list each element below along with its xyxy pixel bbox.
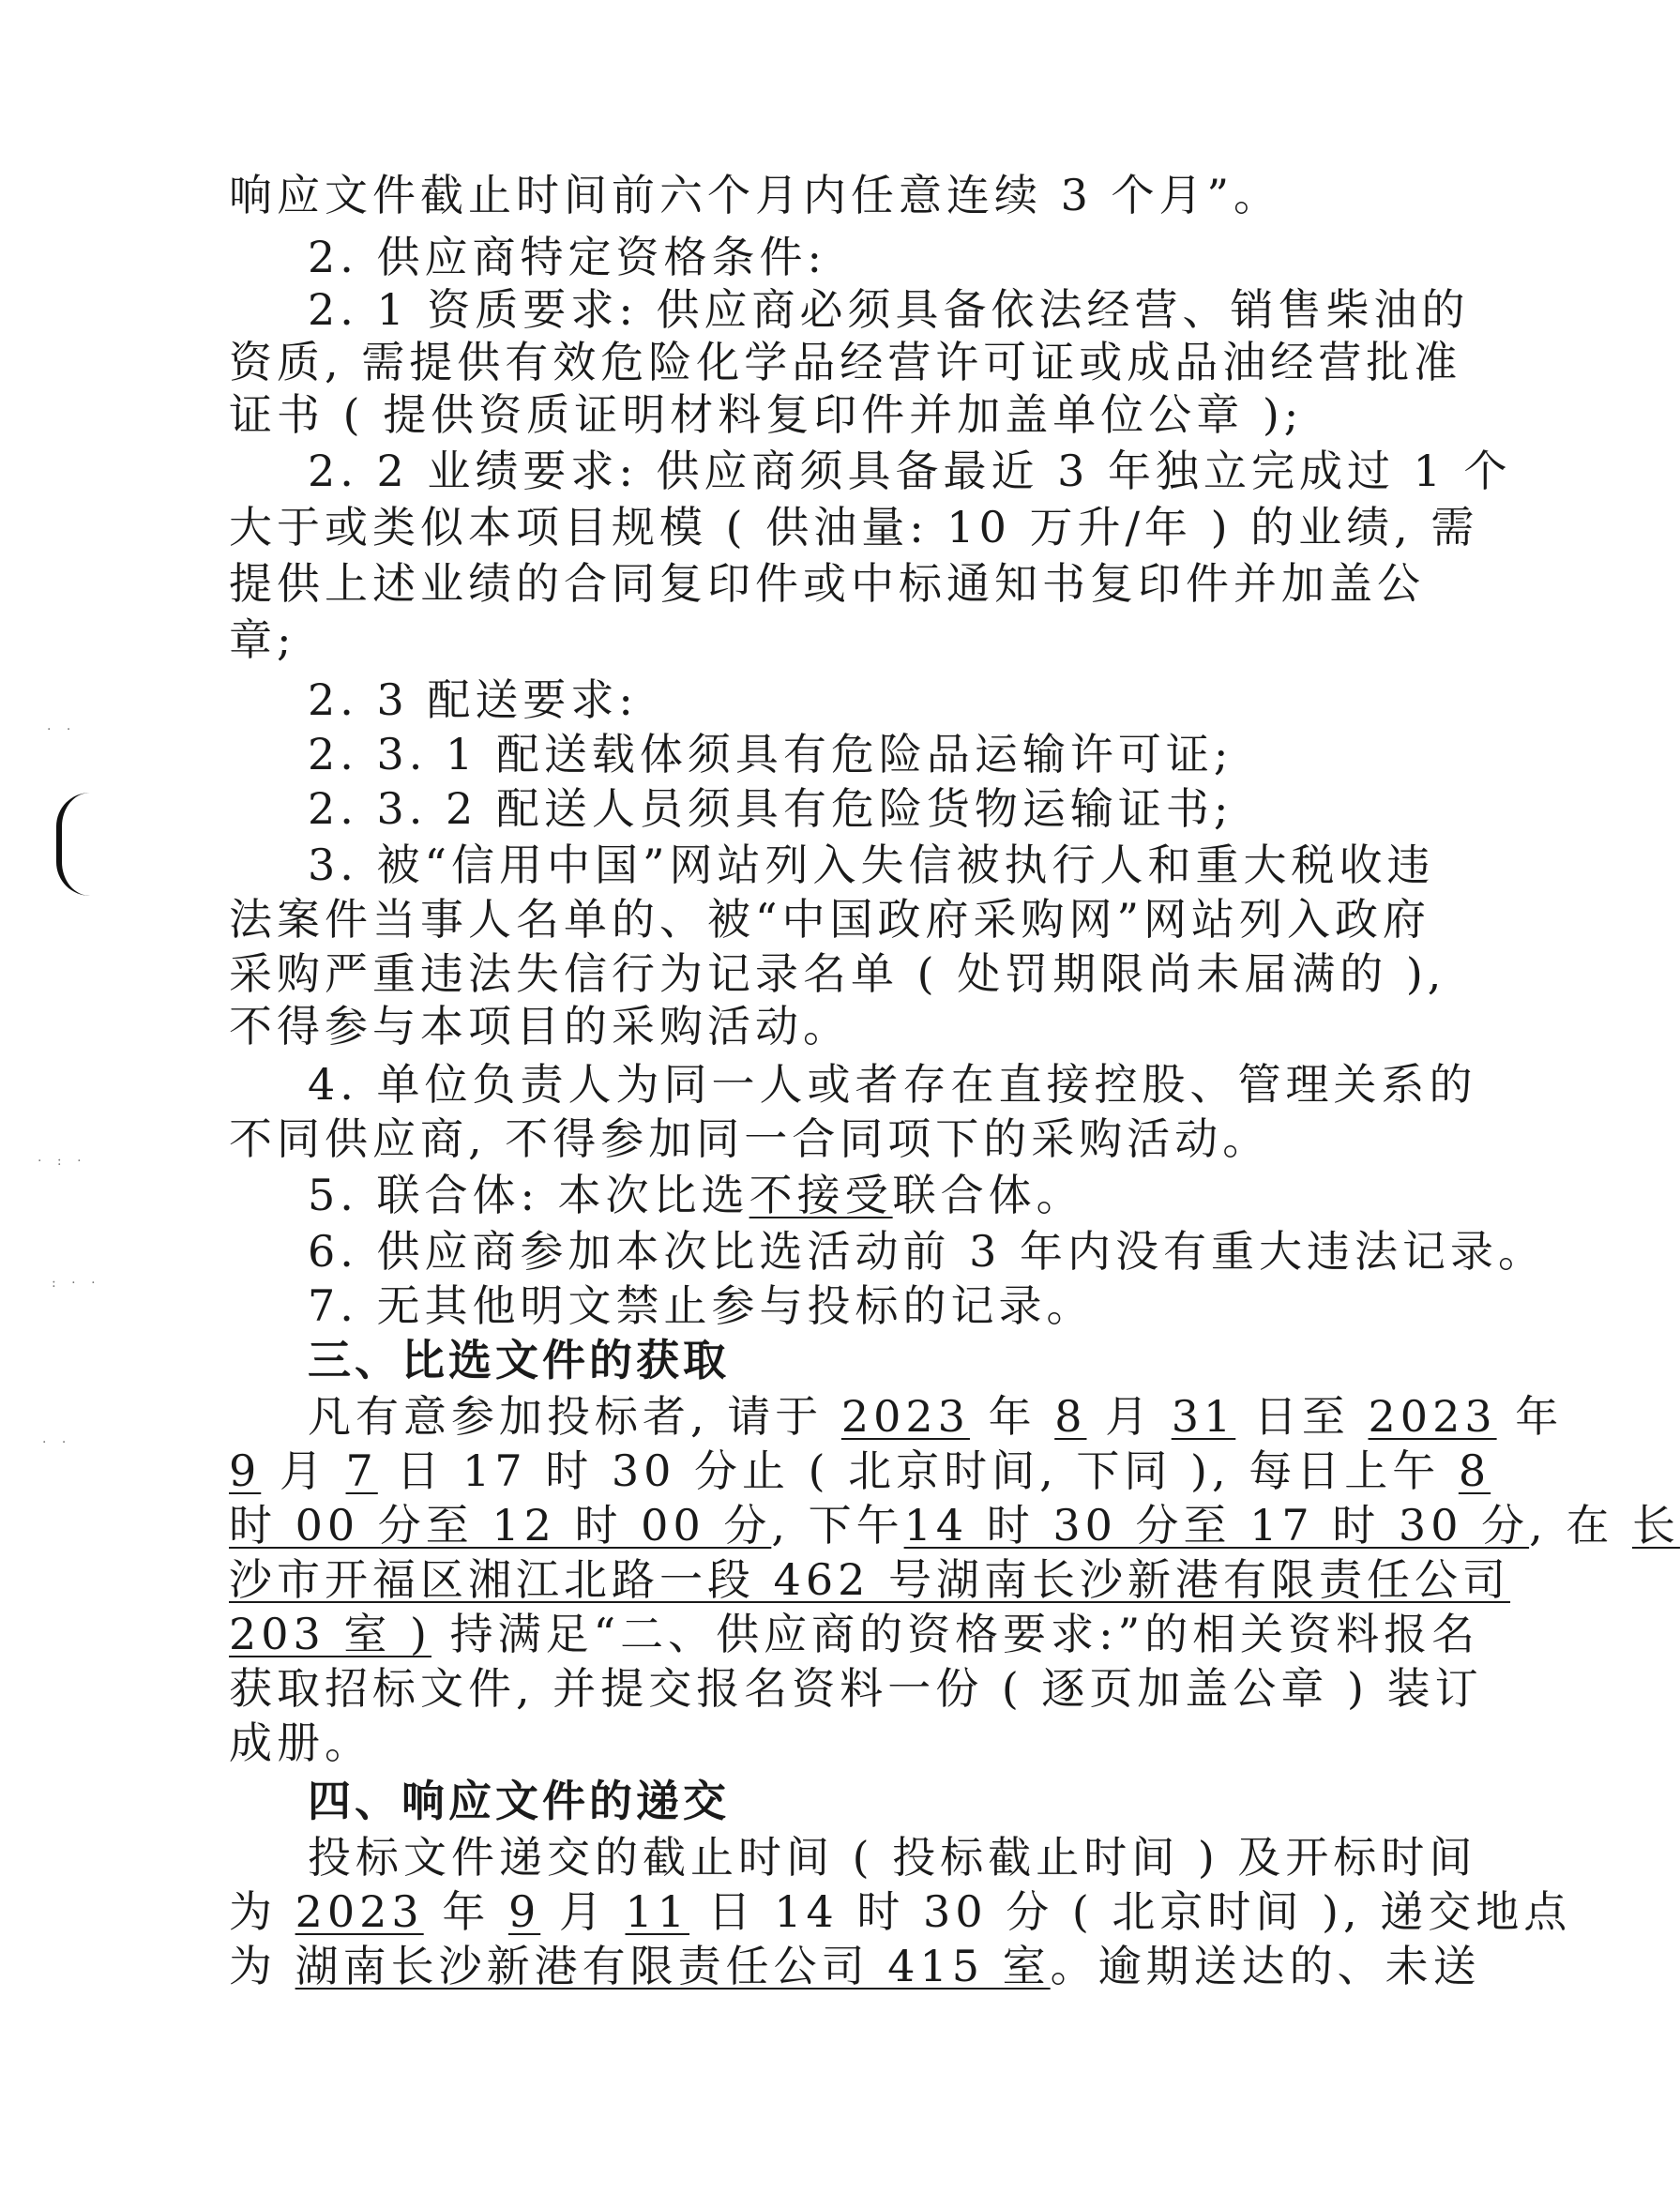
body-line: 7. 无其他明文禁止参与投标的记录。 (308, 1280, 1095, 1331)
body-line: 投标文件递交的截止时间 ( 投标截止时间 ) 及开标时间 (308, 1832, 1477, 1883)
text-run: 月 (558, 1886, 607, 1937)
body-line (308, 1169, 1308, 1221)
text-run: 日 14 时 30 分 ( 北京时间 ), 递交地点 (707, 1886, 1572, 1937)
text-run: 持满足“二、供应商的资格要求:”的相关资料报名 (431, 1609, 1480, 1659)
scan-artifact-bracket (56, 793, 90, 896)
hour-field: 8 (1458, 1445, 1491, 1496)
date-day-field: 7 (345, 1445, 378, 1496)
section-heading: 三、比选文件的获取 (308, 1335, 730, 1385)
date-year-field: 2023 (295, 1886, 424, 1937)
body-line: 2. 3. 1 配送载体须具有危险品运输许可证; (308, 729, 1234, 779)
time-range-morning: 时 00 分至 12 时 00 分 (229, 1500, 772, 1551)
text-run: 月 (1105, 1391, 1154, 1442)
body-line (229, 1885, 1572, 1938)
body-line: 采购严重违法失信行为记录名单 ( 处罚期限尚未届满的 ), (229, 948, 1446, 999)
body-line: 3. 被“信用中国”网站列入失信被执行人和重大税收违 (308, 840, 1435, 890)
text-run: 凡有意参加投标者, 请于 (308, 1391, 824, 1442)
scan-artifact-dots: : · · (52, 1276, 101, 1291)
text-run: 联合体。 (892, 1170, 1084, 1220)
body-line: 获取招标文件, 并提交报名资料一份 ( 逐页加盖公章 ) 装订 (229, 1663, 1483, 1714)
date-month-field: 9 (229, 1445, 262, 1496)
body-line: 4. 单位负责人为同一人或者存在直接控股、管理关系的 (308, 1059, 1477, 1110)
body-line (308, 1390, 1564, 1443)
body-line: 响应文件截止时间前六个月内任意连续 3 个月”。 (229, 170, 1282, 220)
body-line: 2. 3 配送要求: (308, 674, 638, 725)
submission-place-field: 湖南长沙新港有限责任公司 415 室 (295, 1941, 1051, 1991)
scan-artifact-dots: · · (47, 722, 77, 737)
body-line: 2. 1 资质要求: 供应商必须具备依法经营、销售柴油的 (308, 284, 1470, 335)
body-line (229, 1553, 1511, 1606)
text-run: 年 (1515, 1391, 1564, 1442)
scan-artifact-dots: · · (42, 1435, 72, 1450)
date-month-field: 9 (507, 1886, 541, 1937)
body-line: 提供上述业绩的合同复印件或中标通知书复印件并加盖公 (229, 558, 1425, 609)
body-line (229, 1940, 1481, 1992)
text-run: 为 (229, 1941, 277, 1991)
body-line: 资质, 需提供有效危险化学品经营许可证或成品油经营批准 (229, 337, 1462, 387)
text-run: 为 (229, 1886, 277, 1937)
body-line: 2. 3. 2 配送人员须具有危险货物运输证书; (308, 783, 1234, 834)
underlined-term: 不接受 (749, 1170, 893, 1220)
date-day-field: 31 (1171, 1391, 1236, 1442)
address-field: 203 室 ) (229, 1609, 431, 1659)
body-line: 不同供应商, 不得参加同一合同项下的采购活动。 (229, 1113, 1271, 1164)
body-line: 证书 ( 提供资质证明材料复印件并加盖单位公章 ); (229, 389, 1304, 440)
text-run: 年 (442, 1886, 491, 1937)
time-range-afternoon: 14 时 30 分至 17 时 30 分 (903, 1500, 1530, 1551)
body-line (229, 1608, 1480, 1660)
body-line (229, 1445, 1491, 1497)
date-day-field: 11 (625, 1886, 690, 1937)
body-line: 章; (229, 614, 296, 665)
body-line (229, 1499, 1680, 1551)
body-line: 大于或类似本项目规模 ( 供油量: 10 万升/年 ) 的业绩, 需 (229, 502, 1479, 552)
text-run: 5. 联合体: 本次比选 (308, 1170, 749, 1220)
text-run: 日 17 时 30 分止 ( 北京时间, 下同 ), 每日上午 (396, 1445, 1441, 1496)
address-field: 沙市开福区湘江北路一段 462 号湖南长沙新港有限责任公司 (229, 1554, 1511, 1605)
body-line: 不得参与本项目的采购活动。 (229, 1001, 851, 1052)
scan-artifact-dots: · : · (38, 1154, 87, 1169)
body-line: 2. 供应商特定资格条件: (308, 232, 827, 282)
body-line: 成册。 (229, 1717, 372, 1768)
text-run: 年 (988, 1391, 1037, 1442)
body-line: 法案件当事人名单的、被“中国政府采购网”网站列入政府 (229, 894, 1431, 945)
text-run: 日至 (1253, 1391, 1350, 1442)
text-run: 。逾期送达的、未送 (1050, 1941, 1481, 1991)
address-field: 长 (1631, 1500, 1680, 1551)
date-year-field: 2023 (840, 1391, 970, 1442)
body-line: 2. 2 业绩要求: 供应商须具备最近 3 年独立完成过 1 个 (308, 446, 1512, 496)
body-line: 6. 供应商参加本次比选活动前 3 年内没有重大违法记录。 (308, 1226, 1547, 1277)
text-run: , 在 (1529, 1500, 1614, 1551)
date-year-field: 2023 (1368, 1391, 1497, 1442)
date-month-field: 8 (1054, 1391, 1087, 1442)
section-heading: 四、响应文件的递交 (308, 1776, 730, 1826)
text-run: , 下午 (771, 1500, 904, 1551)
text-run: 月 (279, 1445, 327, 1496)
